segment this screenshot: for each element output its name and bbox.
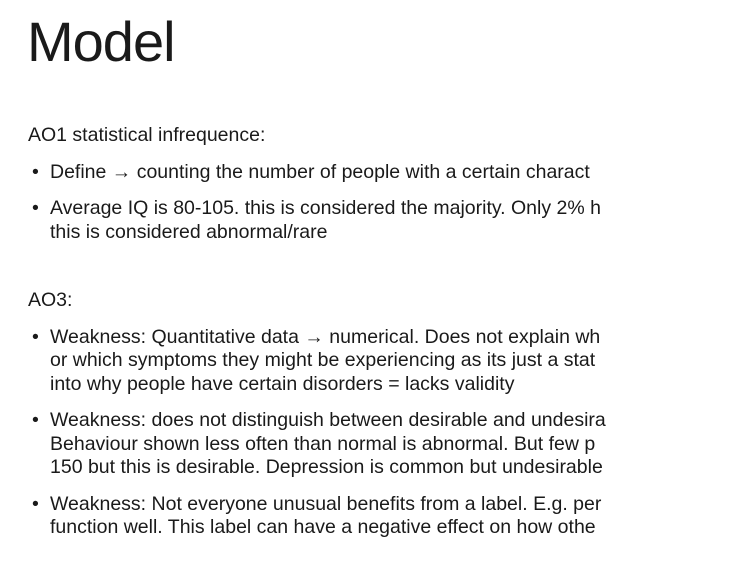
text-line: 150 but this is desirable. Depression is common but undesirable [50, 456, 603, 478]
text-line: function well. This label can have a negative effect on how othe [50, 516, 596, 538]
bullet-marker: • [32, 325, 39, 348]
bullet-marker: • [32, 492, 39, 515]
section-heading-ao1: AO1 statistical infrequence: [28, 124, 266, 146]
bullet-marker: • [32, 160, 39, 183]
content-area [28, 124, 753, 553]
bullet-item [28, 161, 753, 185]
bullet-marker: • [32, 409, 39, 431]
bullet-item [28, 197, 753, 244]
text-line: into why people have certain disorders = lacks validity [50, 372, 515, 395]
section-heading-ao3: AO3: [28, 289, 73, 311]
bullet-item [28, 493, 753, 540]
text-line: Weakness: Quantitative data → numerical. Does not explain wh [50, 325, 601, 348]
bullet-item [28, 409, 753, 480]
bullet-item [28, 326, 753, 397]
slide-title: Model [27, 10, 175, 73]
text-line: or which symptoms they might be experiencing as its just a stat [50, 349, 596, 371]
text-line: Define → counting the number of people with a certain charact [50, 160, 590, 183]
text-line: this is considered abnormal/rare [50, 220, 328, 243]
text-line: Weakness: Not everyone unusual benefits from a label. E.g. per [50, 492, 602, 515]
text-line: Behaviour shown less often than normal is abnormal. But few p [50, 432, 596, 455]
section-spacer [28, 257, 753, 289]
bullet-marker: • [32, 197, 39, 219]
text-line: Weakness: does not distinguish between desirable and undesira [50, 409, 606, 431]
text-line: Average IQ is 80-105. this is considered the majority. Only 2% h [50, 197, 601, 219]
